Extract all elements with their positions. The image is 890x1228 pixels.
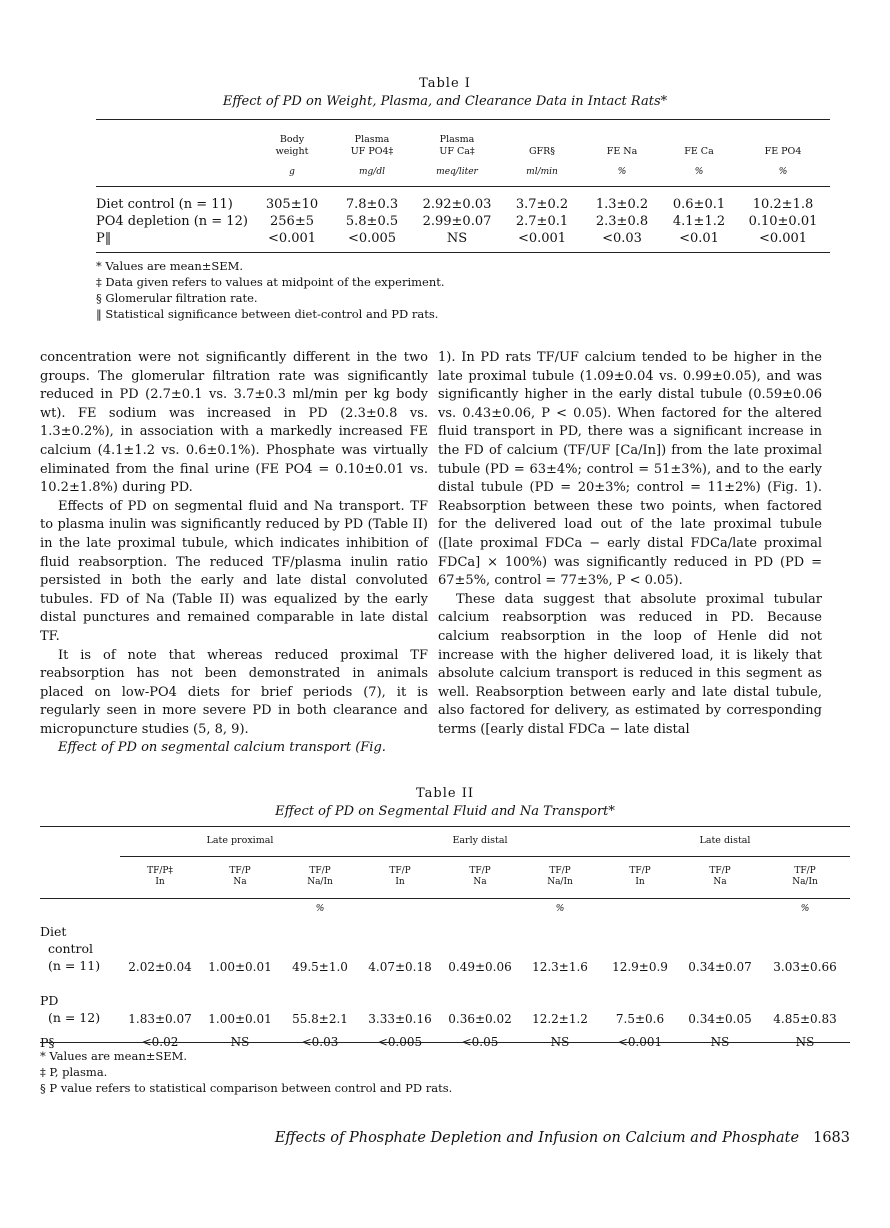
table2-subheader: TF/P Na/In (547, 866, 573, 887)
table-cell: <0.02 (141, 1035, 179, 1049)
table-cell: <0.03 (602, 231, 642, 246)
table2-unit: % (555, 904, 565, 915)
page-number: 1683 (813, 1130, 850, 1146)
table1-unit: % (617, 166, 627, 177)
table2-subheader: TF/P Na/In (307, 866, 333, 887)
table-cell: <0.05 (461, 1035, 499, 1049)
table2-subheader: TF/P‡ In (147, 866, 173, 887)
table-cell: <0.005 (347, 231, 397, 246)
table-cell: 4.07±0.18 (368, 960, 432, 974)
row-label: P§ (40, 1034, 55, 1050)
table1-subtitle: Effect of PD on Weight, Plasma, and Clearance Data in Intact Rats* (222, 94, 668, 109)
table1-header: GFR§ (528, 146, 556, 157)
table-cell: 49.5±1.0 (292, 960, 348, 974)
page-footer (200, 1130, 850, 1146)
table-cell: 2.7±0.1 (515, 214, 569, 229)
table-row (40, 974, 850, 1026)
table1-header: Plasma UF Ca‡ (439, 134, 475, 157)
table-cell: 0.34±0.07 (688, 960, 752, 974)
table1-note: § Glomerular filtration rate. (96, 291, 258, 305)
table-cell: 1.00±0.01 (208, 960, 272, 974)
table2-note: § P value refers to statistical comparison between control and PD rats. (40, 1081, 453, 1095)
table-cell: 1.83±0.07 (128, 1012, 192, 1026)
table1-unit: % (694, 166, 704, 177)
table-cell: 0.34±0.05 (688, 1012, 752, 1026)
table1-unit: % (778, 166, 788, 177)
table-cell: <0.01 (679, 231, 719, 246)
table-cell: 1.3±0.2 (595, 197, 649, 212)
table-cell: 3.33±0.16 (368, 1012, 432, 1026)
table2 (40, 826, 850, 1058)
table1-note: ‖ Statistical significance between diet-control and PD rats. (96, 307, 439, 321)
table-cell: 3.03±0.66 (773, 960, 837, 974)
paragraph: Effects of PD on segmental fluid and Na transport. TF to plasma inulin was significantly reduced by PD (Table II) in the late proximal tubule, which indicates inhibition of fluid reabsorption. The reduced TF/plasma inulin ratio persisted in both the early and late distal convoluted tubules. FD of Na (Table II) was equalized by the early distal punctures and remained comparable in late distal TF. (40, 498, 428, 644)
table1-header: FE Na (606, 146, 638, 157)
paragraph: It is of note that whereas reduced proximal TF reabsorption has not been demonstrated in animals placed on low-PO4 diets for brief periods (7), it is regularly seen in more severe PD in both clearance and micropuncture studies (5, 8, 9). (40, 647, 428, 737)
table-cell: 0.49±0.06 (448, 960, 512, 974)
table2-bottom-rule (40, 1042, 850, 1043)
table-cell: 7.5±0.6 (615, 1012, 665, 1026)
table-row (40, 920, 850, 974)
table-cell: 5.8±0.5 (345, 214, 399, 229)
table1-unit: ml/min (526, 166, 558, 177)
paragraph: 1). In PD rats TF/UF calcium tended to be higher in the late proximal tubule (1.09±0.04 vs. 0.99±0.05), and was significantly higher in the early distal tubule (0.59±0.06 vs. 0.43±0.06, P < 0.05). When factored for the altered fluid transport in PD, there was a significant increase in the FD of calcium (TF/UF [Ca/In]) from the late proximal tubule (PD = 63±4%; control = 51±3%), and to the early distal tubule (PD = 20±3%; control = 11±2%) (Fig. 1). Reabsorption between these two points, when factored for the delivered load out of the late proximal tubule ([late proximal FDCa − early distal FDCa/late proximal FDCa] × 100%) was significantly reduced in PD (PD = 67±5%, control = 77±3%, P < 0.05). (438, 350, 822, 589)
table1-title: Table I (419, 76, 471, 91)
table2-subheader: TF/P In (629, 866, 651, 887)
table-cell: 2.02±0.04 (128, 960, 192, 974)
row-label: Diet control (n = 11) (96, 197, 233, 212)
table2-group-header: Late distal (600, 826, 850, 856)
table2-subheader: TF/P Na (709, 866, 731, 887)
table1-header: Body weight (275, 134, 309, 157)
table-cell: <0.001 (517, 231, 567, 246)
paragraph: These data suggest that absolute proximal tubular calcium reabsorption was reduced in PD. Because calcium reabsorption in the loop of Henle did not increase with the higher delivered load, it is likely that absolute calcium transport is reduced in this segment as well. Reabsorption between early and late distal tubule, also factored for delivery, as estimated by corresponding terms ([early distal FDCa − late distal (438, 591, 822, 737)
table-cell: 12.2±1.2 (532, 1012, 588, 1026)
row-label: PO4 depletion (n = 12) (96, 214, 248, 229)
table-cell: 2.3±0.8 (595, 214, 649, 229)
running-title: Effects of Phosphate Depletion and Infusion on Calcium and Phosphate (274, 1130, 800, 1146)
table-cell: 305±10 (265, 197, 319, 212)
table-cell: 0.6±0.1 (672, 197, 726, 212)
table-cell: <0.001 (758, 231, 808, 246)
table2-title: Table II (416, 786, 474, 801)
table1-note: * Values are mean±SEM. (96, 259, 244, 273)
table1 (96, 120, 830, 247)
paragraph: concentration were not significantly different in the two groups. The glomerular filtration rate was significantly reduced in PD (2.7±0.1 vs. 3.7±0.3 ml/min per kg body wt). FE sodium was increased in PD (2.3±0.8 vs. 1.3±0.2%), in association with a markedly increased FE calcium (4.1±1.2 vs. 0.6±0.1%). Phosphate was virtually eliminated from the final urine (FE PO4 = 0.10±0.01 vs. 10.2±1.8%) during PD. (40, 350, 428, 496)
row-label: PD (n = 12) (40, 993, 101, 1025)
table-cell: 10.2±1.8 (752, 197, 814, 212)
table2-subheader: TF/P In (389, 866, 411, 887)
table-cell: 2.99±0.07 (422, 214, 492, 229)
table1-header: FE PO4 (764, 146, 802, 157)
table1-unit: meq/liter (436, 166, 478, 177)
right-text-column (438, 349, 822, 739)
table-cell: <0.03 (301, 1035, 339, 1049)
table-cell: 3.7±0.2 (515, 197, 569, 212)
table2-subheader: TF/P Na/In (792, 866, 818, 887)
table1-note: ‡ Data given refers to values at midpoint of the experiment. (96, 275, 445, 289)
table1-unit: mg/dl (359, 166, 385, 177)
table-cell: <0.001 (267, 231, 317, 246)
table-cell: NS (795, 1035, 815, 1049)
table-row (96, 196, 830, 213)
table-cell: NS (446, 231, 468, 246)
table2-unit: % (315, 904, 325, 915)
table-cell: 7.8±0.3 (345, 197, 399, 212)
table-cell: 2.92±0.03 (422, 197, 492, 212)
table-cell: 256±5 (270, 214, 314, 229)
table-cell: NS (710, 1035, 730, 1049)
paragraph: Effect of PD on segmental calcium transport (Fig. (58, 740, 386, 756)
table1-unit: g (289, 166, 295, 177)
table-cell: 12.3±1.6 (532, 960, 588, 974)
table-cell: 12.9±0.9 (612, 960, 668, 974)
table2-note: * Values are mean±SEM. (40, 1049, 188, 1063)
table-cell: 55.8±2.1 (292, 1012, 348, 1026)
table-cell: NS (230, 1035, 250, 1049)
table-cell: 4.1±1.2 (672, 214, 726, 229)
table2-unit: % (800, 904, 810, 915)
table-cell: <0.005 (377, 1035, 423, 1049)
table-cell: 0.36±0.02 (448, 1012, 512, 1026)
table-cell: NS (550, 1035, 570, 1049)
table2-subtitle: Effect of PD on Segmental Fluid and Na Transport* (275, 804, 615, 819)
row-label: Diet control (n = 11) (40, 924, 101, 973)
table1-header: Plasma UF PO4‡ (350, 134, 394, 157)
table2-group-header: Late proximal (120, 826, 360, 856)
table-cell: 4.85±0.83 (773, 1012, 837, 1026)
table1-header: FE Ca (684, 146, 714, 157)
table-row (96, 213, 830, 230)
table-cell: 0.10±0.01 (748, 214, 818, 229)
table2-note: ‡ P, plasma. (40, 1065, 108, 1079)
left-text-column (40, 349, 428, 758)
table-cell: 1.00±0.01 (208, 1012, 272, 1026)
table2-subheader: TF/P Na (469, 866, 491, 887)
table-row (96, 230, 830, 247)
table-cell: <0.001 (617, 1035, 663, 1049)
table2-group-header: Early distal (360, 826, 600, 856)
table1-bottom-rule (96, 252, 830, 253)
row-label: P‖ (96, 231, 112, 246)
table2-subheader: TF/P Na (229, 866, 251, 887)
